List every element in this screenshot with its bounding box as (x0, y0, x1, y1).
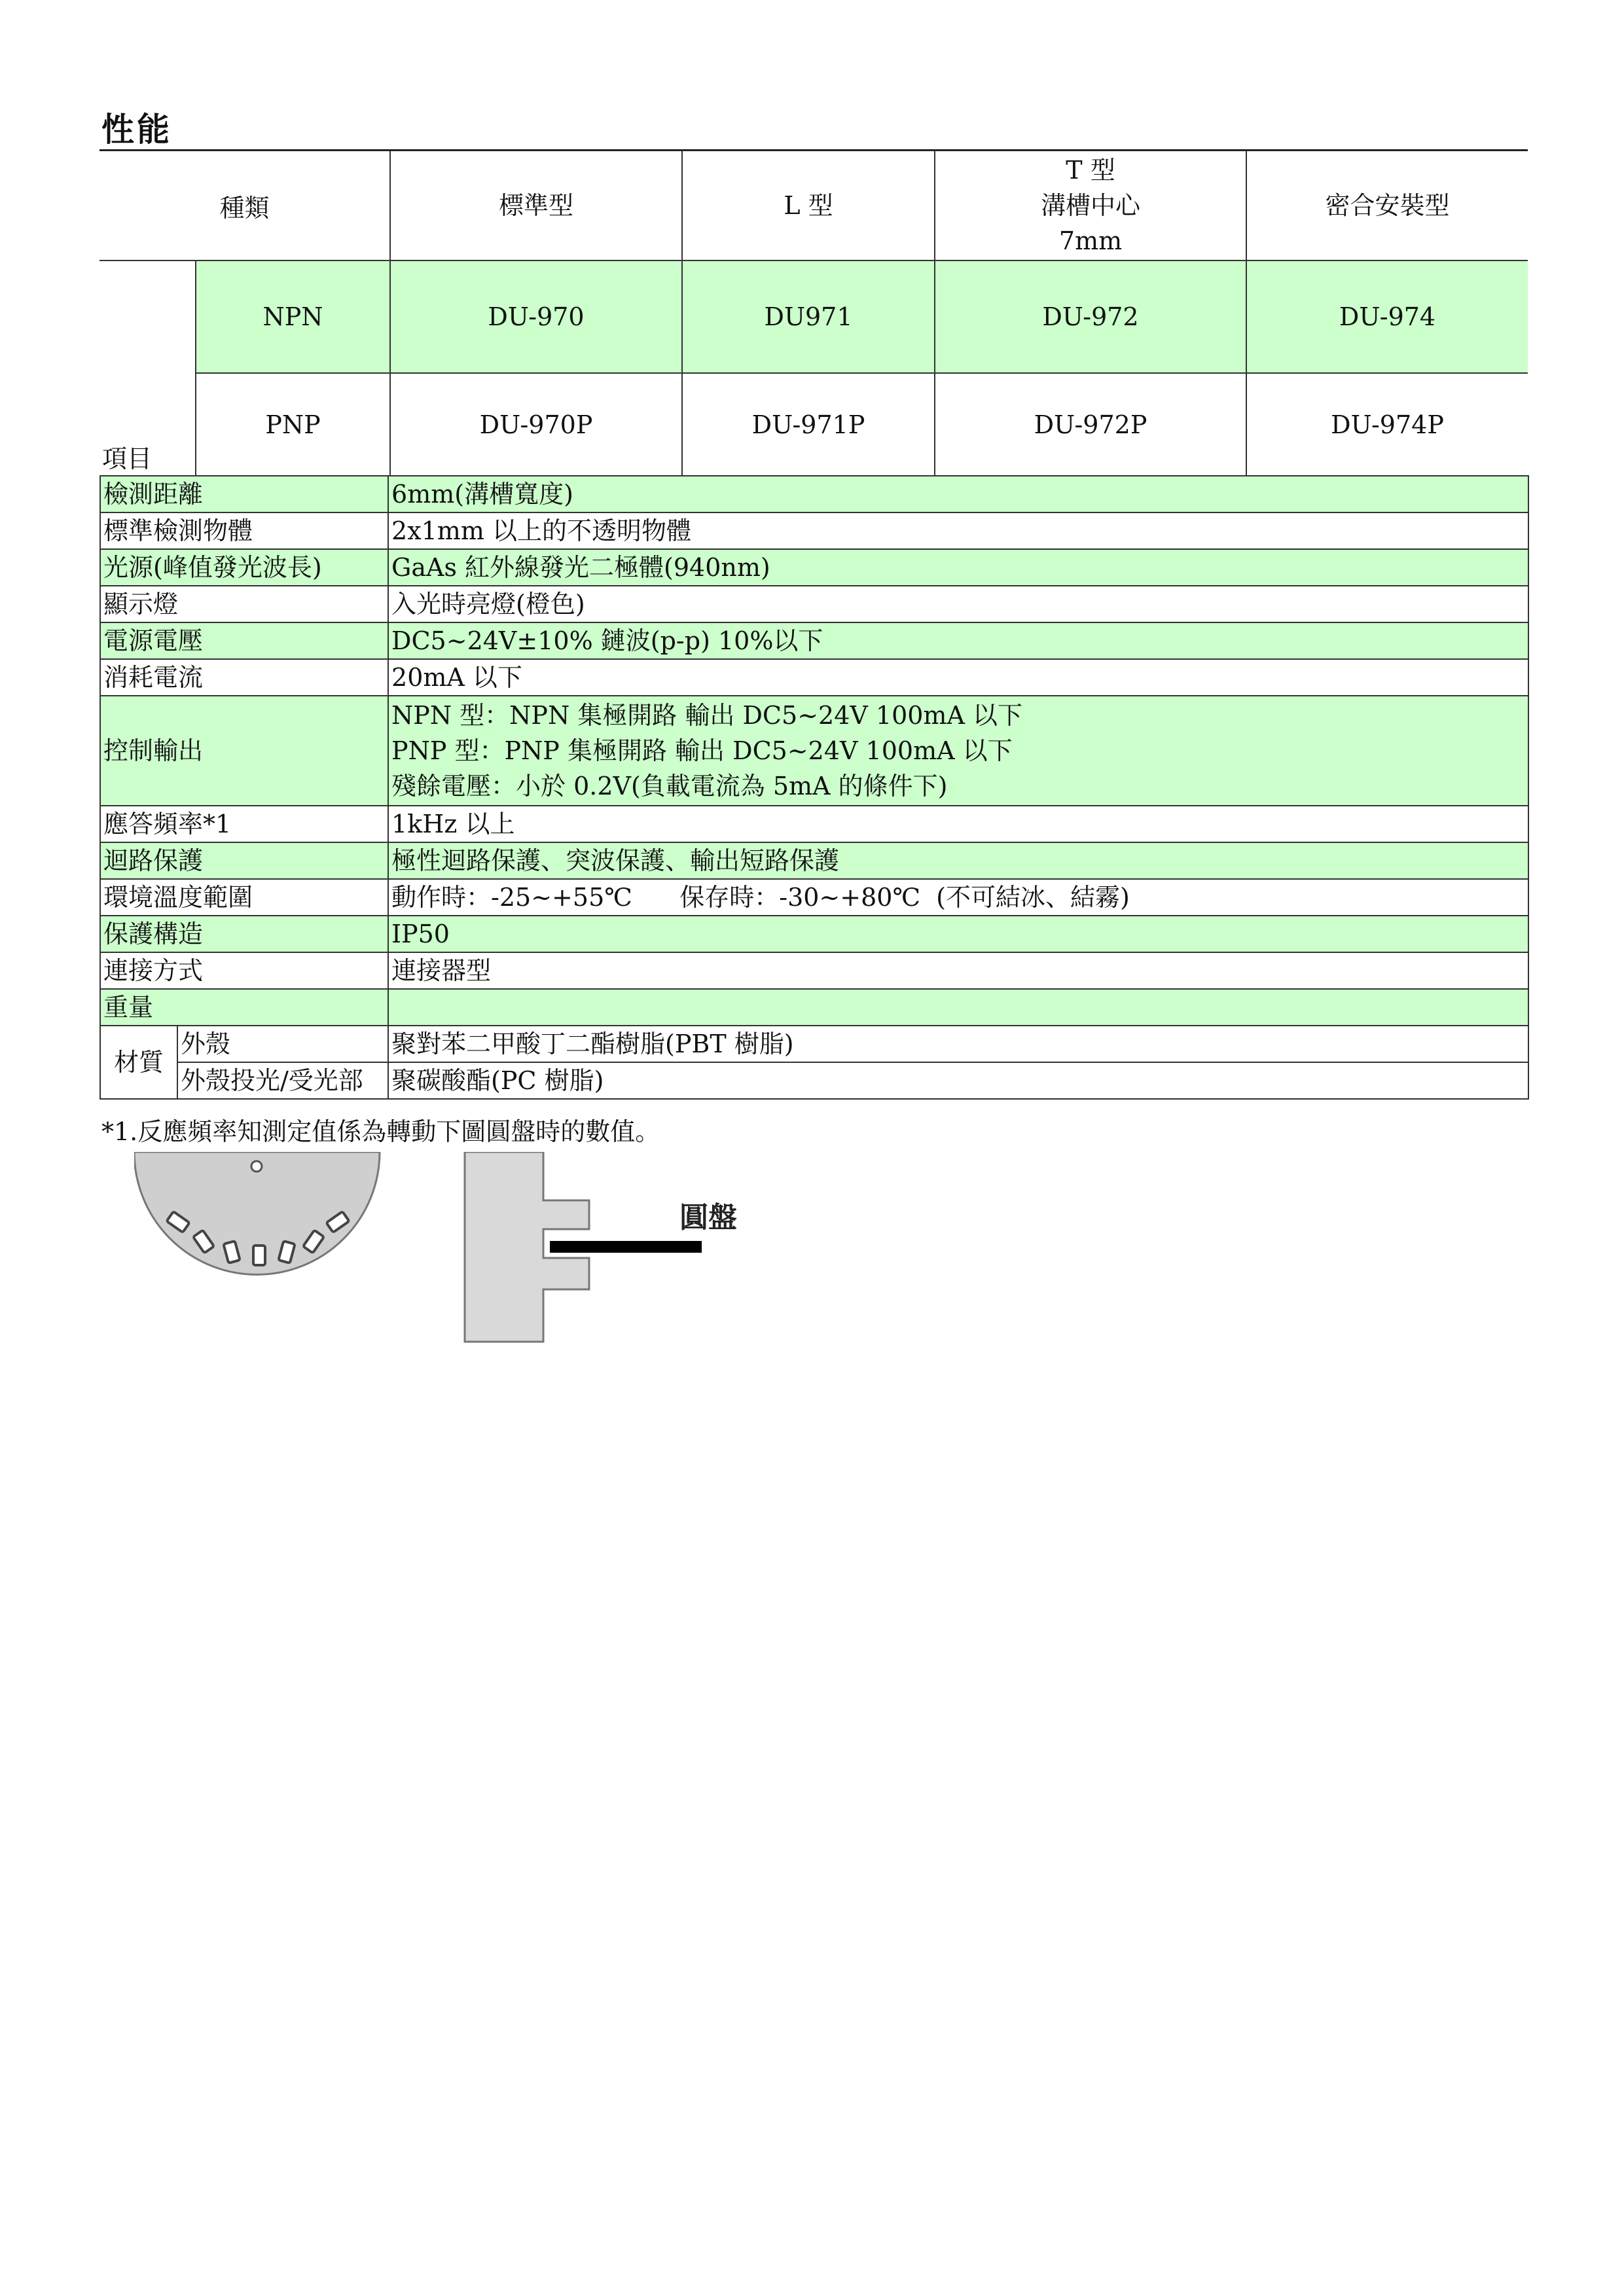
column-close-mount (1246, 151, 1528, 261)
spec-value: 動作時：-25~+55℃ 保存時：-30~+80℃ (不可結冰、結霧) (388, 879, 1528, 916)
spec-label: 控制輸出 (100, 696, 388, 806)
control-output-pnp: PNP 型：PNP 集極開路 輸出 DC5~24V 100mA 以下 (391, 736, 1013, 765)
control-output-npn: NPN 型：NPN 集極開路 輸出 DC5~24V 100mA 以下 (391, 701, 1022, 730)
spec-label: 光源(峰值發光波長) (100, 549, 388, 586)
column-t-type-line-1: T 型 (1066, 156, 1115, 185)
model-header-table (99, 149, 1528, 477)
spec-value: 20mA 以下 (388, 659, 1528, 696)
pnp-model-standard: DU-970P (390, 373, 682, 476)
rotating-disk-figure (134, 1152, 383, 1283)
material-value: 聚碳酸酯(PC 樹脂) (388, 1062, 1528, 1099)
spec-value: 2x1mm 以上的不透明物體 (388, 512, 1528, 549)
spec-label: 電源電壓 (100, 622, 388, 659)
column-t-type-line-3: 7mm (1058, 226, 1123, 255)
type-label-cell (99, 151, 390, 261)
material-value: 聚對苯二甲酸丁二酯樹脂(PBT 樹脂) (388, 1026, 1528, 1062)
spec-value: 6mm(溝槽寬度) (388, 476, 1528, 512)
material-sub-label: 外殼投光/受光部 (177, 1062, 388, 1099)
spec-value: IP50 (388, 916, 1528, 952)
npn-model-standard: DU-970 (390, 260, 682, 373)
spec-value: 入光時亮燈(橙色) (388, 586, 1528, 622)
footnote: *1.反應頻率知測定值係為轉動下圖圓盤時的數值。 (101, 1117, 660, 1146)
spec-value: DC5~24V±10% 鏈波(p-p) 10%以下 (388, 622, 1528, 659)
pnp-model-l-type: DU-971P (682, 373, 935, 476)
column-t-type-line-2: 溝槽中心 (1041, 191, 1141, 220)
disk-center-hole (251, 1161, 262, 1172)
pnp-model-close-mount: DU-974P (1246, 373, 1528, 476)
spec-value: GaAs 紅外線發光二極體(940nm) (388, 549, 1528, 586)
column-l-type-label: L 型 (784, 191, 833, 220)
material-sub-label: 外殼 (177, 1026, 388, 1062)
spec-label: 應答頻率*1 (100, 806, 388, 842)
npn-model-l-type: DU971 (682, 260, 935, 373)
spec-label: 標準檢測物體 (100, 512, 388, 549)
material-label: 材質 (100, 1026, 177, 1099)
pnp-label: PNP (196, 373, 390, 476)
pnp-model-t-type: DU-972P (935, 373, 1246, 476)
page-title: 性能 (101, 111, 172, 149)
type-label: 種類 (219, 193, 270, 223)
spec-label: 環境溫度範圍 (100, 879, 388, 916)
item-label-cell (99, 260, 196, 476)
disk-slot (253, 1246, 265, 1265)
npn-model-close-mount: DU-974 (1246, 260, 1528, 373)
spec-table (99, 475, 1529, 1100)
spec-value: 極性迴路保護、突波保護、輸出短路保護 (388, 842, 1528, 879)
spec-label: 迴路保護 (100, 842, 388, 879)
spec-value: 連接器型 (388, 952, 1528, 989)
npn-model-t-type: DU-972 (935, 260, 1246, 373)
npn-label: NPN (196, 260, 390, 373)
spec-value-control-output (388, 696, 1528, 806)
column-standard (390, 151, 682, 261)
disk-label: 圓盤 (679, 1201, 737, 1234)
spec-label: 顯示燈 (100, 586, 388, 622)
column-standard-label: 標準型 (499, 191, 574, 220)
spec-label: 保護構造 (100, 916, 388, 952)
spec-value: 1kHz 以上 (388, 806, 1528, 842)
spec-label: 連接方式 (100, 952, 388, 989)
spec-label: 消耗電流 (100, 659, 388, 696)
control-output-residual: 殘餘電壓：小於 0.2V(負載電流為 5mA 的條件下) (391, 772, 948, 800)
spec-value (388, 989, 1528, 1026)
spec-label: 檢測距離 (100, 476, 388, 512)
spec-label: 重量 (100, 989, 388, 1026)
column-close-mount-label: 密合安裝型 (1325, 191, 1450, 220)
disk-edge-bar (550, 1241, 702, 1253)
item-label: 項目 (102, 444, 153, 473)
slot-sensor-figure (458, 1152, 720, 1348)
column-l-type (682, 151, 935, 261)
column-t-type (935, 151, 1246, 261)
